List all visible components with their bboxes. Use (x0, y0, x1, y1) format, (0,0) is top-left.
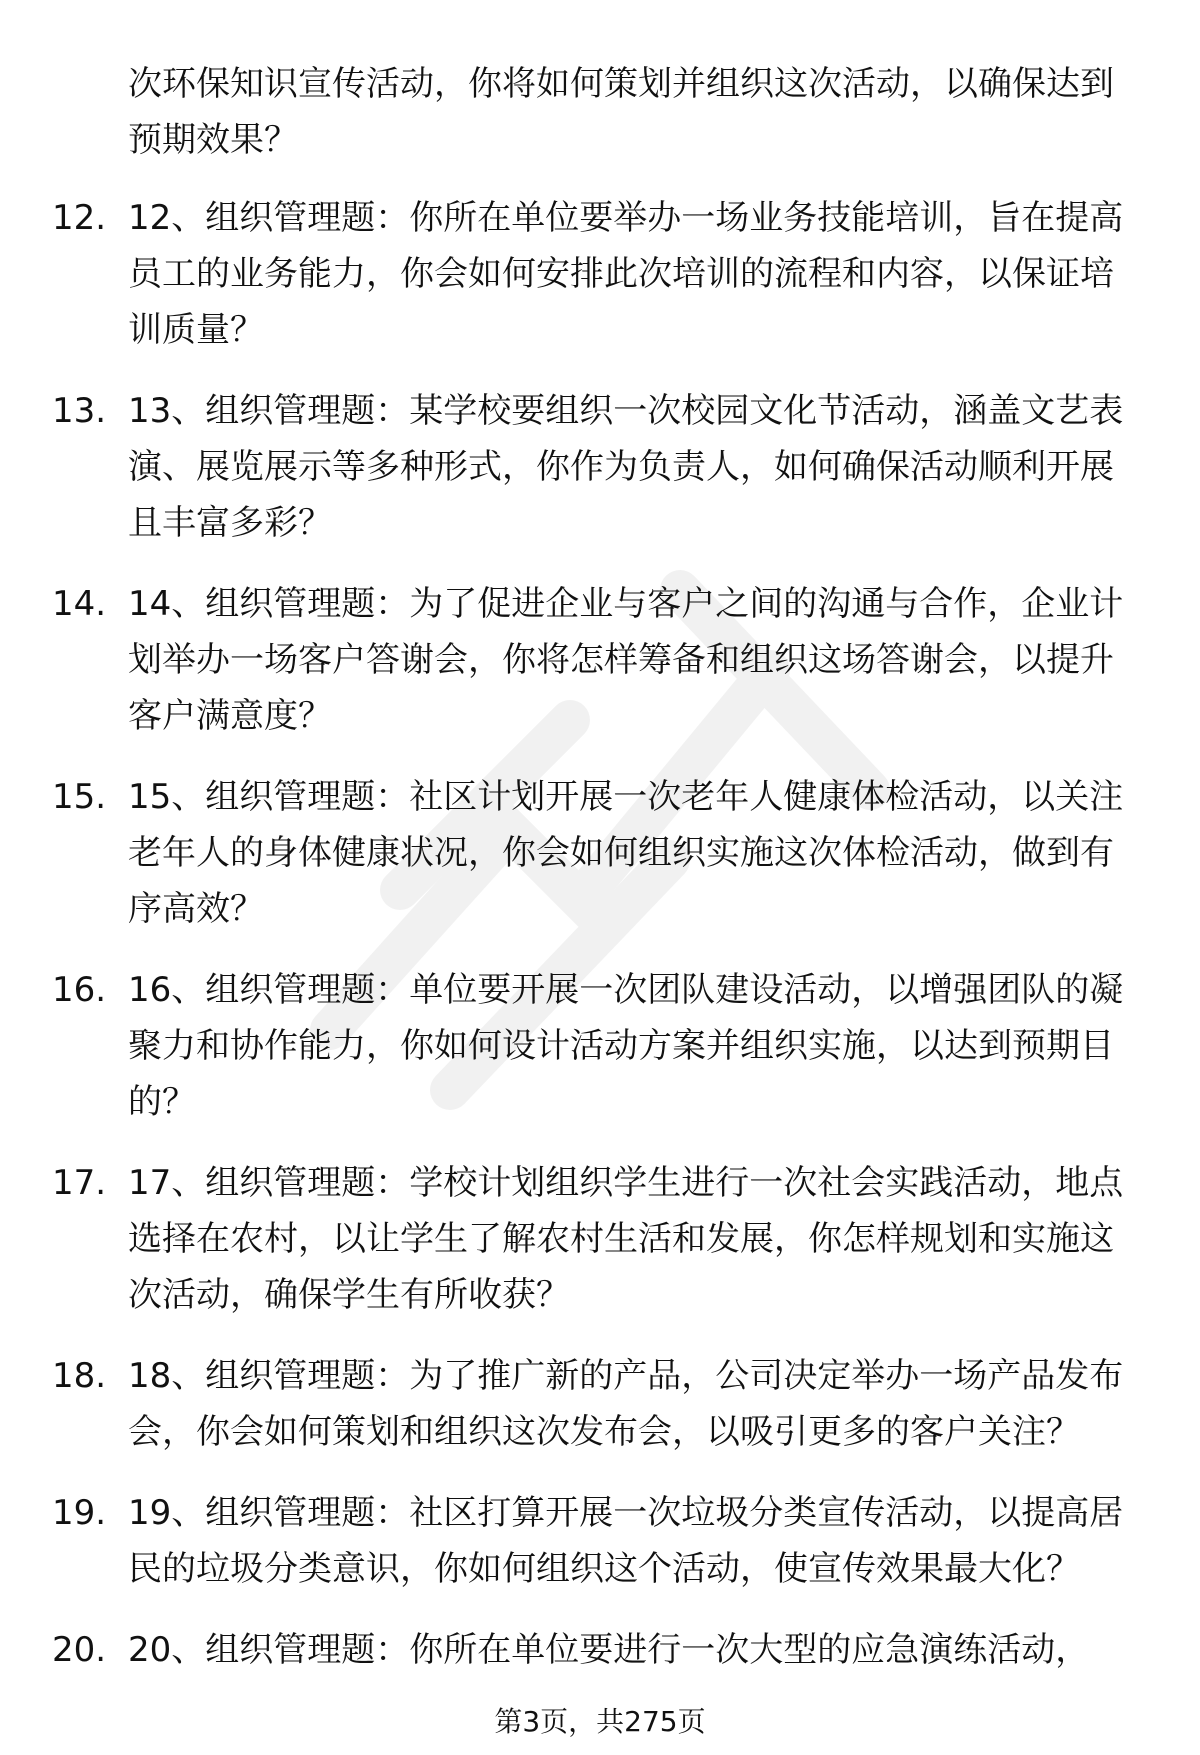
question-number: 20. (52, 1630, 107, 1670)
question-text: 19、组织管理题：社区打算开展一次垃圾分类宣传活动，以提高居民的垃圾分类意识，你如何组织这个活动，使宣传效果最大化？ (128, 1493, 1124, 1589)
question-item (0, 1155, 1138, 1323)
question-item (0, 962, 1138, 1130)
question-text: 20、组织管理题：你所在单位要进行一次大型的应急演练活动， (128, 1630, 1090, 1670)
question-number: 18. (52, 1356, 107, 1396)
question-text: 16、组织管理题：单位要开展一次团队建设活动，以增强团队的凝聚力和协作能力，你如何设计活动方案并组织实施，以达到预期目的？ (128, 970, 1124, 1122)
question-number: 14. (52, 584, 107, 624)
question-text: 17、组织管理题：学校计划组织学生进行一次社会实践活动，地点选择在农村，以让学生了解农村生活和发展，你怎样规划和实施这次活动，确保学生有所收获？ (128, 1163, 1124, 1315)
question-number: 19. (52, 1493, 107, 1533)
question-number: 15. (52, 777, 107, 817)
question-number: 17. (52, 1163, 107, 1203)
continued-question-text: 次环保知识宣传活动，你将如何策划并组织这次活动，以确保达到预期效果？ (128, 64, 1114, 160)
question-item (0, 383, 1138, 551)
question-text: 13、组织管理题：某学校要组织一次校园文化节活动，涵盖文艺表演、展览展示等多种形式，你作为负责人，如何确保活动顺利开展且丰富多彩？ (128, 391, 1124, 543)
question-text: 15、组织管理题：社区计划开展一次老年人健康体检活动，以关注老年人的身体健康状况，你会如何组织实施这次体检活动，做到有序高效？ (128, 777, 1124, 929)
question-item (0, 190, 1138, 358)
question-list (0, 190, 1200, 1703)
question-item (0, 1622, 1138, 1678)
question-number: 13. (52, 391, 107, 431)
question-item (0, 1348, 1138, 1460)
question-text: 14、组织管理题：为了促进企业与客户之间的沟通与合作，企业计划举办一场客户答谢会，你将怎样筹备和组织这场答谢会，以提升客户满意度？ (128, 584, 1124, 736)
page-footer: 第3页，共275页 (494, 1705, 706, 1738)
question-number: 16. (52, 970, 107, 1010)
question-text: 12、组织管理题：你所在单位要举办一场业务技能培训，旨在提高员工的业务能力，你会如何安排此次培训的流程和内容，以保证培训质量？ (128, 198, 1124, 350)
question-item (0, 1485, 1138, 1597)
question-item (0, 576, 1138, 744)
question-text: 18、组织管理题：为了推广新的产品，公司决定举办一场产品发布会，你会如何策划和组织这次发布会，以吸引更多的客户关注？ (128, 1356, 1124, 1452)
question-number: 12. (52, 198, 107, 238)
question-item (0, 769, 1138, 937)
